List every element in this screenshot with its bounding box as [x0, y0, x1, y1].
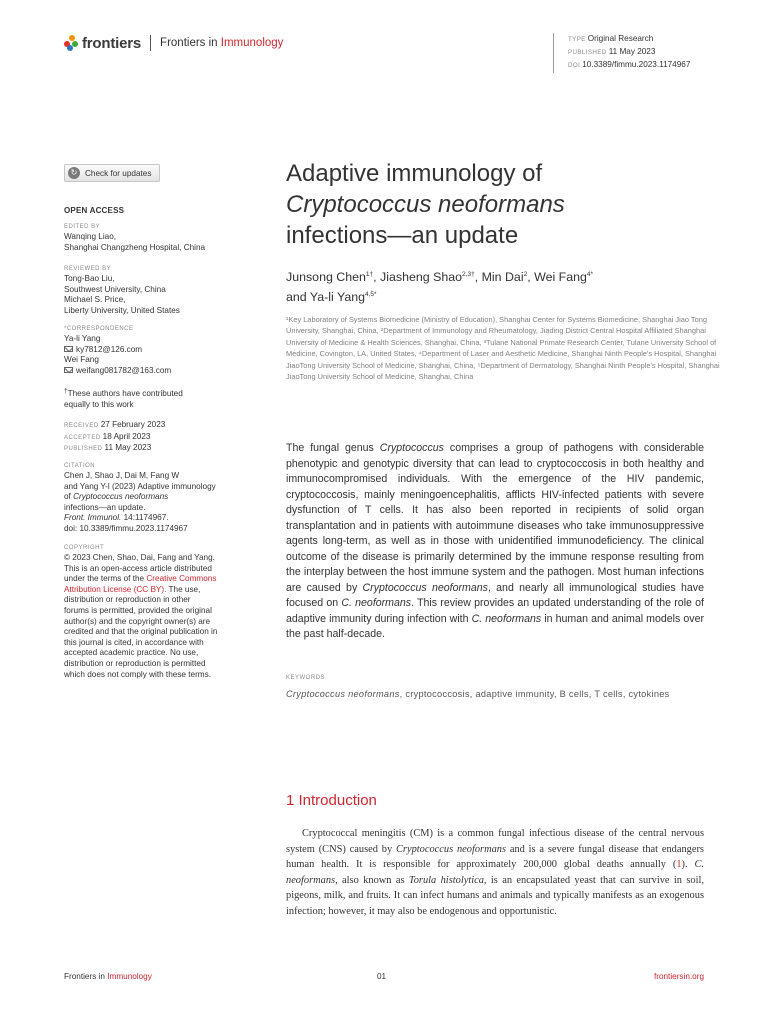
affiliations: ¹Key Laboratory of Systems Biomedicine (Ministry of Education), Shanghai Center for Systems Biomedicine, Shanghai Jiao Tong University, Shanghai, China, ²Department of Immunology and Rheumatology, Jiading District Central Hospital Affiliated Shanghai University of Medicine & Health Sciences, Shanghai, China, ³Tulane National Primate Research Center, Tulane University School of Medicine, Covington, LA, United States, ⁴Department of Laser and Aesthetic Medicine, Shanghai Ninth People's Hospital, Shanghai JiaoTong University School of Medicine, Shanghai, China, ⁵Department of Dermatology, Shanghai Ninth People's Hospital, Shanghai JiaoTong University School of Medicine, Shanghai, China: [286, 315, 720, 382]
reference-link[interactable]: 1: [676, 859, 682, 871]
mail-icon: [64, 346, 73, 352]
author-name[interactable]: Jiasheng Shao: [380, 270, 463, 284]
author-affiliation-marker: 4,5*: [365, 290, 377, 298]
dates-section: RECEIVED 27 February 2023 ACCEPTED 18 April 2023 PUBLISHED 11 May 2023: [64, 420, 166, 453]
email-link[interactable]: weifang081782@163.com: [64, 366, 244, 377]
license-link[interactable]: Creative Commons: [146, 574, 217, 584]
correspondence-section: *CORRESPONDENCE Ya-li Yang ky7812@126.com Wei Fang weifang081782@163.com: [64, 325, 244, 376]
doi[interactable]: 10.3389/fimmu.2023.1174967: [582, 60, 691, 70]
check-for-updates-button[interactable]: ↻ Check for updates: [64, 164, 160, 182]
license-link[interactable]: Attribution License (CC BY).: [64, 584, 167, 594]
section-heading: 1 Introduction: [286, 792, 377, 809]
keywords: Cryptococcus neoformans, cryptococcosis, adaptive immunity, B cells, T cells, cytokines: [286, 689, 670, 699]
author-affiliation-marker: 2: [523, 270, 528, 278]
introduction-paragraph: Cryptococcal meningitis (CM) is a common fungal infectious disease of the central nervous system (CNS) caused by Cryptococcus neoformans and is a severe fungal disease that endangers human health. It is responsible for approximately 200,000 global deaths annually (1). C. neoformans, also known as Torula histolytica, is an encapsulated yeast that can survive in soil, pigeons, milk, and fruits. It can infect humans and animals and typically manifests as an exogenous infection; however, it may also be endogenous and opportunistic.: [286, 828, 704, 917]
page-number: 01: [377, 972, 387, 981]
footer-journal[interactable]: Frontiers in Immunology: [64, 972, 152, 981]
open-access-label: OPEN ACCESS: [64, 206, 125, 215]
author-name[interactable]: Wei Fang: [534, 270, 587, 284]
publish-date: 11 May 2023: [608, 47, 656, 57]
author-name[interactable]: Junsong Chen: [286, 270, 366, 284]
journal-name[interactable]: Frontiers in Immunology: [160, 37, 284, 49]
author-name[interactable]: Min Dai: [481, 270, 524, 284]
article-meta: TYPE Original Research PUBLISHED 11 May 2023 DOI 10.3389/fimmu.2023.1174967: [553, 33, 690, 73]
abstract: The fungal genus Cryptococcus comprises a group of pathogens with considerable phenotypic and genotypic diversity that can lead to cryptococcosis in both healthy and immunocompromised individuals. With the emergence of the HIV pandemic, cryptococcosis, mainly meningoencephalitis, afflicts HIV-infected patients with severe dysfunction of T cells. It has also been reported in recipients of solid organ transplantation and in patients with autoimmune diseases who take immunosuppressive agents long-term, as well as in those with unidentified immunodeficiency. The clinical outcome of the disease is primarily determined by the immune response resulting from the interplay between the host immune system and the pathogen. Most human infections are caused by Cryptococcus neoformans, and nearly all immunological studies have focused on C. neoformans. This review provides an updated understanding of the role of adaptive immunity during infection with C. neoformans in human and animal models over the past half-decade.: [286, 442, 705, 640]
footer-site-link[interactable]: frontiersin.org: [653, 972, 704, 981]
edited-by-section: EDITED BY Wanqing Liao, Shanghai Changzheng Hospital, China: [64, 224, 206, 252]
reviewed-by-section: REVIEWED BY Tong-Bao Liu, Southwest University, China Michael S. Price, Liberty University, United States: [64, 266, 180, 315]
brand-divider: [150, 35, 151, 51]
article-type: Original Research: [587, 34, 654, 43]
copyright-section: COPYRIGHT © 2023 Chen, Shao, Dai, Fang and Yang. This is an open-access article distributed under the terms of the Creative Commons Attribution License (CC BY). The use, distribution or reproduction in other forums is permitted, provided the original author(s) and the copyright owner(s) are credited and that the original publication in this journal is cited, in accordance with accepted academic practice. No use, distribution or reproduction is permitted which does not comply with these terms.: [64, 545, 218, 679]
frontiers-logo-icon: [64, 35, 79, 52]
author-list: Junsong Chen$^{1\dagger}$, Jiasheng Shao$^{2,3\dagger}$, Min Dai$^2$, Wei Fang$^{4*}$ and Ya-li Yang$^{4,5*}$: [286, 270, 594, 304]
mail-icon: [64, 367, 73, 373]
author-affiliation-marker: 4*: [586, 270, 594, 278]
keywords-label: KEYWORDS: [286, 675, 326, 681]
author-name[interactable]: and Ya-li Yang: [286, 289, 365, 304]
article-title: Adaptive immunology of Cryptococcus neoformans infections—an update: [286, 160, 565, 249]
author-affiliation-marker: 1†: [365, 270, 374, 278]
email-link[interactable]: ky7812@126.com: [64, 345, 244, 356]
logo-text[interactable]: frontiers: [82, 34, 142, 52]
brand-bar: [64, 32, 283, 54]
equal-contribution-note: †These authors have contributed equally to this work: [64, 387, 183, 409]
refresh-icon: ↻: [68, 167, 80, 179]
author-affiliation-marker: 2,3†: [462, 270, 475, 278]
citation-section: CITATION Chen J, Shao J, Dai M, Fang W and Yang Y-l (2023) Adaptive immunology of Cryptococcus neoformans infections—an update. Front. Immunol. 14:1174967. doi: 10.3389/fimmu.2023.1174967: [64, 463, 216, 533]
